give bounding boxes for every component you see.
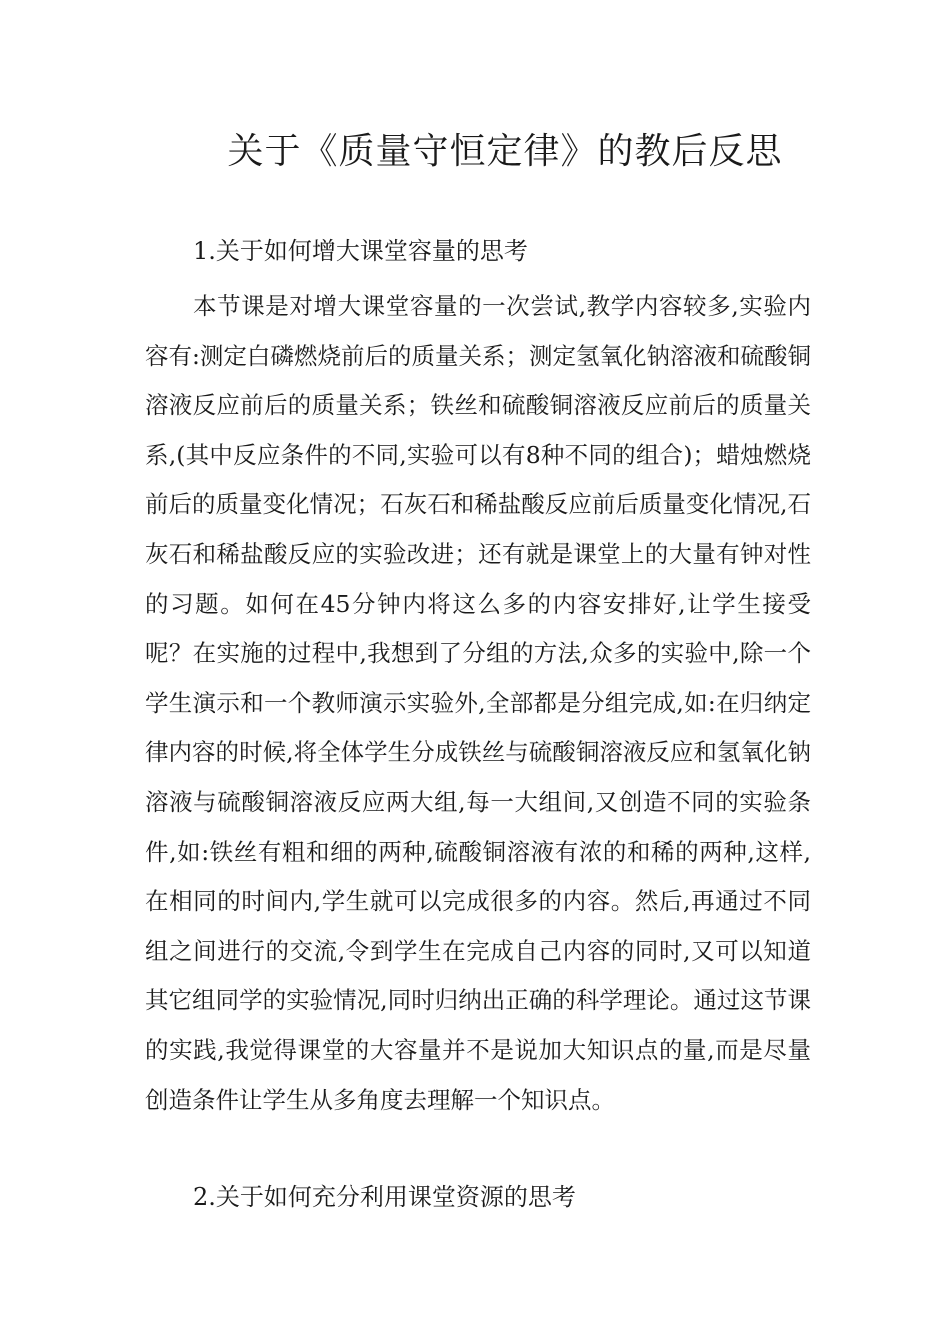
section-heading-1: 1.关于如何增大课堂容量的思考 [193,237,528,265]
document-title: 关于《质量守恒定律》的教后反思 [227,131,783,172]
section-paragraph-1: 本节课是对增大课堂容量的一次尝试,教学内容较多,实验内容有:测定白磷燃烧前后的质量关系；测定氢氧化钠溶液和硫酸铜溶液反应前后的质量关系；铁丝和硫酸铜溶液反应前后的质量关系,(其中反应条件的不同,实验可以有8种不同的组合)；蜡烛燃烧前后的质量变化情况；石灰石和稀盐酸反应前后质量变化情况,石灰石和稀盐酸反应的实验改进；还有就是课堂上的大量有钟对性的习题。如何在45分钟内将这么多的内容安排好,让学生接受呢？在实施的过程中,我想到了分组的方法,众多的实验中,除一个学生演示和一个教师演示实验外,全部都是分组完成,如:在归纳定律内容的时候,将全体学生分成铁丝与硫酸铜溶液反应和氢氧化钠溶液与硫酸铜溶液反应两大组,每一大组间,又创造不同的实验条件,如:铁丝有粗和细的两种,硫酸铜溶液有浓的和稀的两种,这样,在相同的时间内,学生就可以完成很多的内容。然后,再通过不同组之间进行的交流,令到学生在完成自己内容的同时,又可以知道其它组同学的实验情况,同时归纳出正确的科学理论。通过这节课的实践,我觉得课堂的大容量并不是说加大知识点的量,而是尽量创造条件让学生从多角度去理解一个知识点。 [145,292,811,1114]
section-heading-2: 2.关于如何充分利用课堂资源的思考 [193,1183,576,1211]
